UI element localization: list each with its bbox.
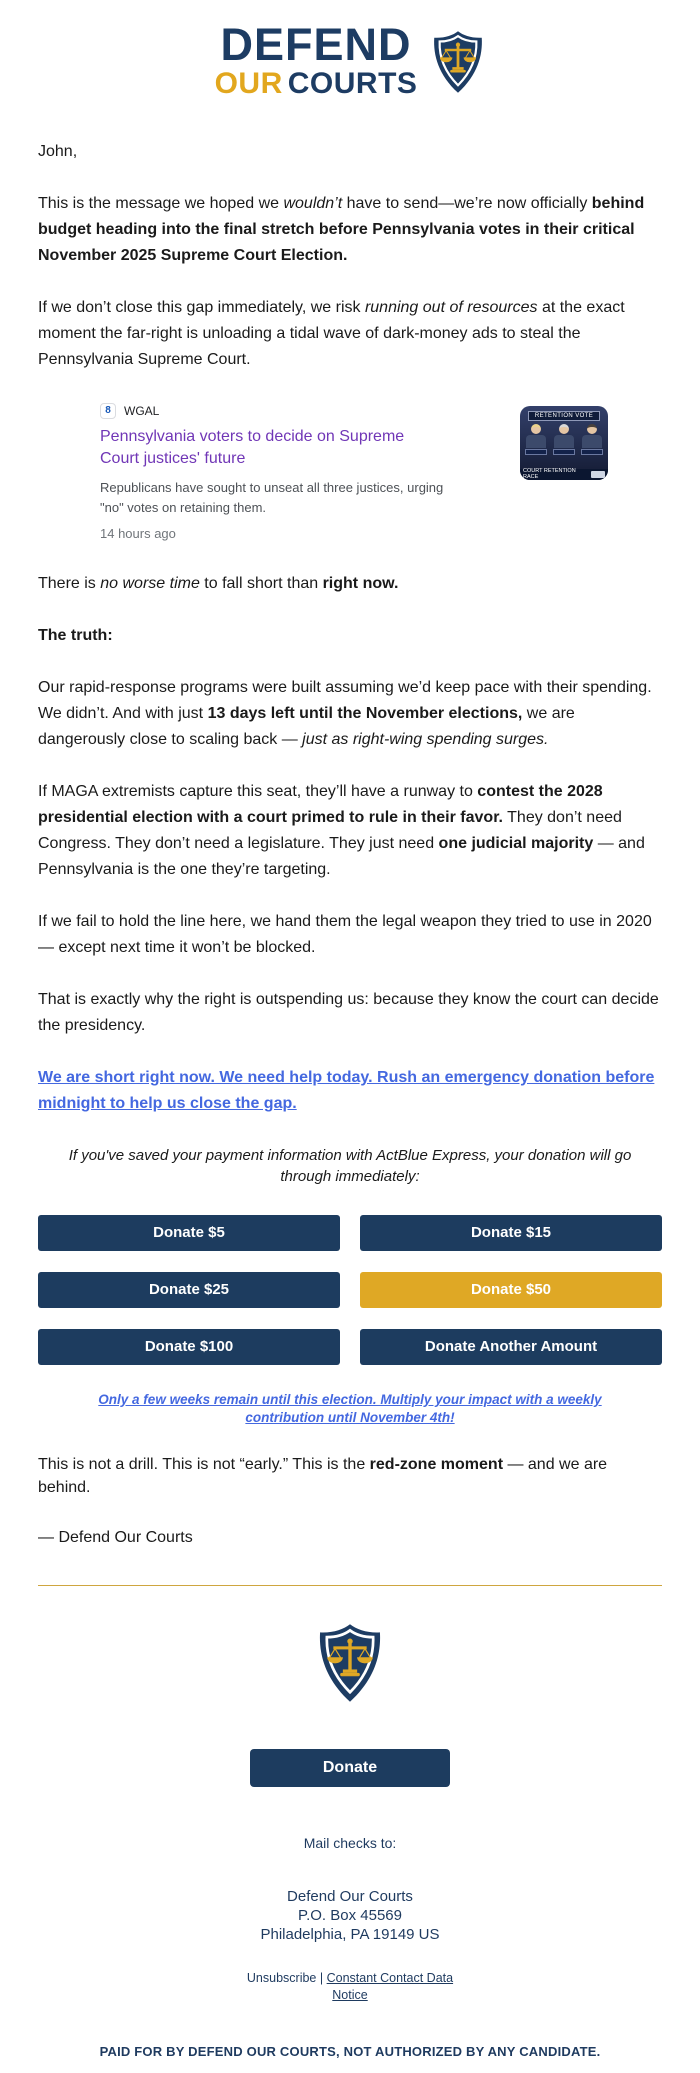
paid-for-disclaimer: PAID FOR BY DEFEND OUR COURTS, NOT AUTHORIZED BY ANY CANDIDATE. [99,2043,601,2059]
wgal-favicon-icon: 8 [100,403,116,419]
emergency-donation-paragraph [38,1065,662,1117]
thumbnail-banner-top: RETENTION VOTE [528,411,600,421]
donate-another-amount-button[interactable]: Donate Another Amount [360,1329,662,1365]
donate-25-button[interactable]: Donate $25 [38,1272,340,1308]
footer-shield-scales-icon [316,1622,384,1704]
news-timestamp: 14 hours ago [100,525,176,541]
unsubscribe-row [230,1970,470,2004]
news-description: Republicans have sought to unseat all three justices, urging "no" votes on retaining them. [100,479,444,515]
paragraph-outspending: That is exactly why the right is outspending us: because they know the court can decide the presidency. [38,990,659,1034]
mail-checks-label: Mail checks to: [303,1834,397,1851]
unsubscribe-link[interactable]: Unsubscribe [246,1970,317,1985]
signature: — Defend Our Courts [38,1528,193,1546]
thumbnail-people [520,424,608,458]
thumbnail-logo-badge [591,471,605,478]
donate-100-button[interactable]: Donate $100 [38,1329,340,1365]
mailing-address [38,1887,662,1944]
unsubscribe-separator: | [319,1970,324,1985]
thumbnail-banner-bottom: COURT RETENTION RACE [520,469,608,480]
news-thumbnail[interactable] [520,406,608,480]
actblue-express-note: If you've saved your payment information with ActBlue Express, your donation will go through immediately: [68,1146,632,1185]
paragraph-hold-the-line: If we fail to hold the line here, we hand them the legal weapon they tried to use in 2020 — except next time it won’t be blocked. [38,912,652,956]
address-org: Defend Our Courts [287,1887,413,1905]
paragraph-budget: This is the message we hoped we wouldn’t have to send—we’re now officially behind budget heading into the final stretch before Pennsylvania votes in their critical November 2025 Supreme Court Election. [38,194,645,264]
paragraph-the-truth: The truth: [38,626,113,644]
footer-donate-button[interactable]: Donate [250,1749,450,1787]
news-card[interactable] [100,403,608,541]
brand-wordmark-defend: DEFEND [220,19,412,70]
brand-wordmark [214,19,418,101]
brand-wordmark-our: OUR [214,66,283,100]
weekly-contribution-link[interactable]: Only a few weeks remain until this election. Multiply your impact with a weekly contribution until November 4th! [98,1391,602,1425]
greeting: John, [38,142,78,160]
news-source-name: WGAL [124,403,160,418]
paragraph-red-zone: This is not a drill. This is not “early.” This is the red-zone moment — and we are behind. [38,1455,608,1496]
donate-50-button[interactable]: Donate $50 [360,1272,662,1308]
paragraph-gap: If we don’t close this gap immediately, we risk running out of resources at the exact moment the far-right is unloading a tidal wave of dark-money ads to steal the Pennsylvania Supreme Court. [38,298,625,368]
brand-wordmark-courts: COURTS [287,66,418,100]
person-silhouette [580,424,604,458]
donate-15-button[interactable]: Donate $15 [360,1215,662,1251]
news-card-text [100,403,445,541]
news-source [100,403,445,419]
email-footer [38,1622,662,2073]
donate-5-button[interactable]: Donate $5 [38,1215,340,1251]
emergency-donation-link[interactable]: We are short right now. We need help today. Rush an emergency donation before midnight to help us close the gap. [38,1068,655,1112]
person-silhouette [524,424,548,458]
paragraph-rapid-response: Our rapid-response programs were built assuming we’d keep pace with their spending. We didn’t. And with just 13 days left until the November elections, we are dangerously close to scaling back — just as right-wing spending surges. [38,678,652,748]
weekly-contribution-paragraph [62,1391,638,1427]
paragraph-no-worse-time: There is no worse time to fall short than right now. [38,574,399,592]
address-city: Philadelphia, PA 19149 US [260,1925,440,1943]
news-headline-link[interactable]: Pennsylvania voters to decide on Supreme Court justices' future [100,427,405,467]
paragraph-maga-extremists: If MAGA extremists capture this seat, they’ll have a runway to contest the 2028 presidential election with a court primed to rule in their favor. They don’t need Congress. They don’t need a legislature. They just need one judicial majority — and Pennsylvania is the one they’re targeting. [38,782,645,878]
brand-shield-scales-icon [431,29,485,95]
address-po-box: P.O. Box 45569 [298,1906,402,1924]
donate-button-grid [38,1215,662,1365]
brand-wordmark-our-courts [215,67,418,101]
constant-contact-data-notice-link[interactable]: Constant Contact Data Notice [326,1970,454,2002]
person-silhouette [552,424,576,458]
footer-shield-wrap [38,1622,662,1709]
gold-divider [38,1585,662,1586]
brand-header [0,0,700,101]
